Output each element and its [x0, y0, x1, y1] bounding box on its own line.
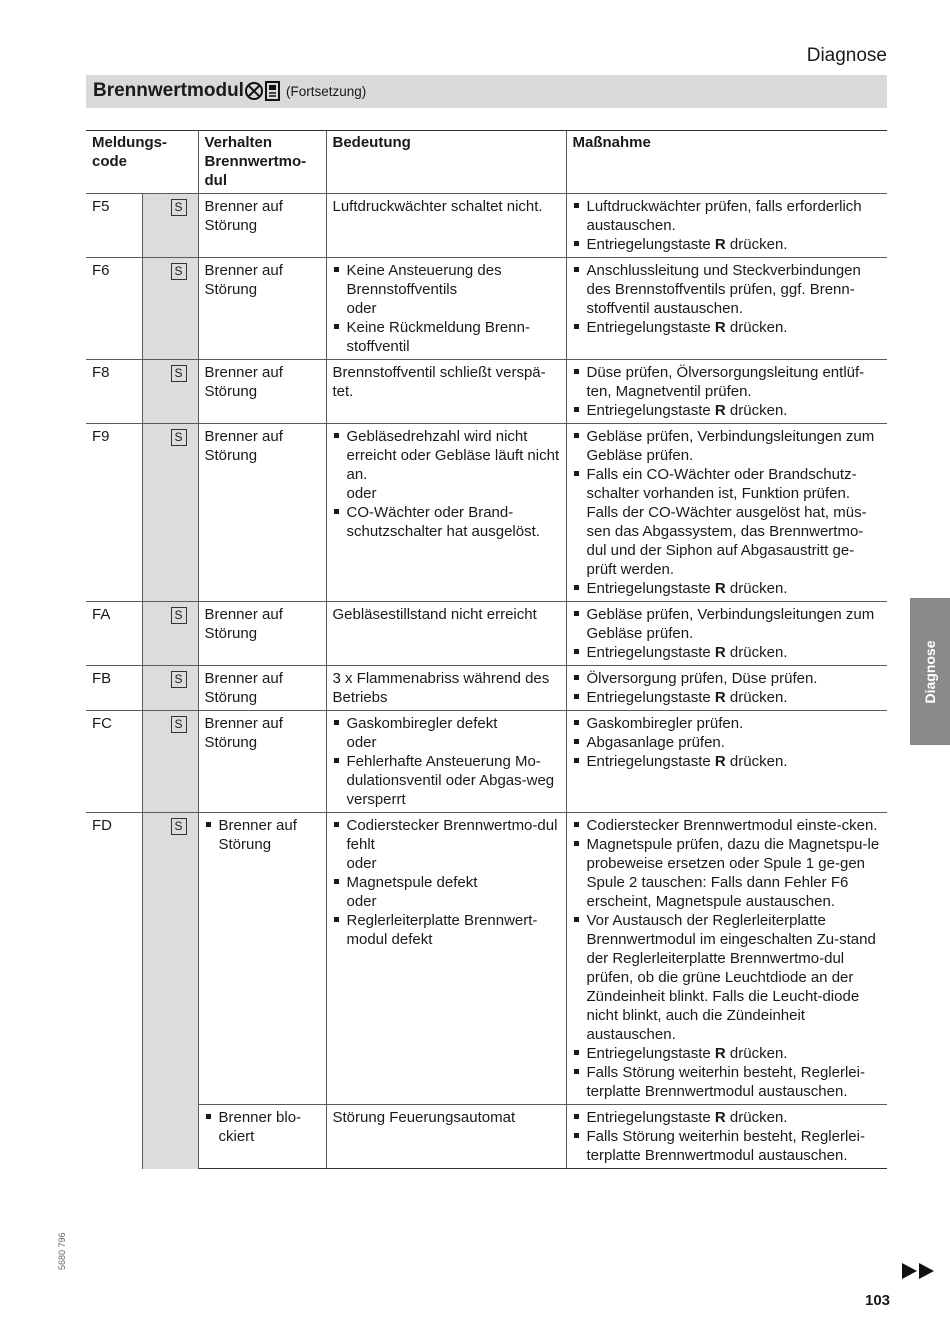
table-row — [86, 258, 887, 360]
error-code: FD — [86, 813, 142, 1169]
measure-item: Magnetspule prüfen, dazu die Magnetspu-le probeweise ersetzen oder Spule 1 ge-gen Spule 2 tauschen: Falls dann Fehler F6 erscheint, Magnetspule austauschen. — [573, 835, 884, 911]
column-header-code: Meldungs-code — [86, 131, 142, 194]
meaning-item: Keine Ansteuerung des Brennstoffventils — [333, 261, 562, 299]
table-row — [86, 1105, 887, 1169]
measure-item: Vor Austausch der Reglerleiterplatte Brennwertmodul im eingeschalten Zu-stand der Reglerleiterplatte Brennwertmo-dul prüfen, ob die grüne Leuchtdiode an der Zündeinheit blinkt. Falls die Leucht-diode nicht blinkt, auch die Zündeinheit austauschen. — [573, 911, 884, 1044]
behaviour-cell: Brenner auf Störung — [198, 360, 326, 424]
meaning-cell: Störung Feuerungsautomat — [326, 1105, 566, 1169]
behaviour-cell: Brenner auf Störung — [198, 194, 326, 258]
section-title: Diagnose — [806, 45, 887, 66]
meaning-cell — [326, 711, 566, 813]
meaning-item: Codierstecker Brennwertmo-dul fehlt — [333, 816, 562, 854]
measure-item: Abgasanlage prüfen. — [573, 733, 884, 752]
meaning-item: Keine Rückmeldung Brenn-stoffventil — [333, 318, 562, 356]
measure-cell — [566, 360, 887, 424]
measure-item: Entriegelungstaste R drücken. — [573, 579, 884, 598]
or-label: oder — [346, 485, 377, 502]
table-row — [86, 424, 887, 602]
behaviour-cell: Brenner auf Störung — [198, 711, 326, 813]
error-code: F5 — [86, 194, 142, 258]
behaviour-cell: Brenner auf Störung — [198, 258, 326, 360]
meaning-item: Gebläsedrehzahl wird nicht erreicht oder Gebläse läuft nicht an. — [333, 427, 562, 484]
measure-cell — [566, 194, 887, 258]
behaviour-cell: Brenner auf Störung — [198, 666, 326, 711]
measure-item: Entriegelungstaste R drücken. — [573, 1044, 884, 1063]
measure-cell — [566, 813, 887, 1105]
measure-cell — [566, 1105, 887, 1169]
measure-item: Gebläse prüfen, Verbindungsleitungen zum Gebläse prüfen. — [573, 605, 884, 643]
error-code: FC — [86, 711, 142, 813]
side-tab-diagnose — [910, 598, 950, 745]
table-row — [86, 360, 887, 424]
s-symbol-icon: S — [171, 429, 187, 446]
measure-item: Falls Störung weiterhin besteht, Reglerlei-terplatte Brennwertmodul austauschen. — [573, 1127, 884, 1165]
measure-item: Anschlussleitung und Steckverbindungen des Brennstoffventils prüfen, ggf. Brenn-stoffventil austauschen. — [573, 261, 884, 318]
table-row — [86, 194, 887, 258]
measure-cell — [566, 602, 887, 666]
measure-cell — [566, 258, 887, 360]
measure-item: Codierstecker Brennwertmodul einste-cken. — [573, 816, 884, 835]
meaning-cell: 3 x Flammenabriss während des Betriebs — [326, 666, 566, 711]
s-symbol-icon: S — [171, 716, 187, 733]
measure-item: Gaskombiregler prüfen. — [573, 714, 884, 733]
page-number: 103 — [865, 1292, 891, 1309]
meaning-item: CO-Wächter oder Brand-schutzschalter hat ausgelöst. — [333, 503, 562, 541]
meaning-cell: Luftdruckwächter schaltet nicht. — [326, 194, 566, 258]
error-code: F6 — [86, 258, 142, 360]
table-row — [86, 666, 887, 711]
measure-item: Ölversorgung prüfen, Düse prüfen. — [573, 669, 884, 688]
measure-cell — [566, 666, 887, 711]
page-title: Brennwertmodul — [93, 80, 244, 101]
meaning-cell — [326, 813, 566, 1105]
table-row — [86, 602, 887, 666]
table-row — [86, 813, 887, 1105]
measure-item: Entriegelungstaste R drücken. — [573, 235, 884, 254]
continue-arrows-icon — [902, 1263, 936, 1284]
measure-item: Luftdruckwächter prüfen, falls erforderlich austauschen. — [573, 197, 884, 235]
behaviour-cell: Brenner auf Störung — [198, 424, 326, 602]
column-header-massnahme: Maßnahme — [566, 131, 887, 194]
measure-item: Entriegelungstaste R drücken. — [573, 401, 884, 420]
meaning-item: Magnetspule defekt — [333, 873, 562, 892]
measure-item: Falls Störung weiterhin besteht, Reglerlei-terplatte Brennwertmodul austauschen. — [573, 1063, 884, 1101]
column-header-verhalten: Verhalten Brennwertmo-dul — [198, 131, 326, 194]
column-header-bedeutung: Bedeutung — [326, 131, 566, 194]
page-subtitle: (Fortsetzung) — [286, 84, 367, 99]
diagnosis-table — [86, 130, 887, 1169]
measure-cell — [566, 711, 887, 813]
s-symbol-icon: S — [171, 671, 187, 688]
table-header-row — [86, 131, 887, 194]
behaviour-item: Brenner blo-ckiert — [205, 1108, 322, 1146]
measure-cell — [566, 424, 887, 602]
meaning-item: Reglerleiterplatte Brennwert-modul defekt — [333, 911, 562, 949]
measure-item: Entriegelungstaste R drücken. — [573, 1108, 884, 1127]
s-symbol-icon: S — [171, 607, 187, 624]
or-label: oder — [346, 855, 377, 872]
meaning-item: Gaskombiregler defekt — [333, 714, 562, 733]
measure-item: Entriegelungstaste R drücken. — [573, 318, 884, 337]
measure-item: Entriegelungstaste R drücken. — [573, 688, 884, 707]
s-symbol-icon: S — [171, 818, 187, 835]
or-label: oder — [346, 893, 377, 910]
table-row — [86, 711, 887, 813]
measure-item: Entriegelungstaste R drücken. — [573, 643, 884, 662]
behaviour-item: Brenner auf Störung — [205, 816, 322, 854]
measure-item: Entriegelungstaste R drücken. — [573, 752, 884, 771]
behaviour-cell — [198, 813, 326, 1105]
s-symbol-icon: S — [171, 199, 187, 216]
behaviour-cell — [198, 1105, 326, 1169]
error-code: FA — [86, 602, 142, 666]
measure-item: Gebläse prüfen, Verbindungsleitungen zum Gebläse prüfen. — [573, 427, 884, 465]
error-code: F8 — [86, 360, 142, 424]
meaning-cell — [326, 424, 566, 602]
side-tab-label: Diagnose — [922, 639, 938, 704]
s-symbol-icon: S — [171, 365, 187, 382]
meaning-item: Fehlerhafte Ansteuerung Mo-dulationsventil oder Abgas-weg versperrt — [333, 752, 562, 809]
measure-item: Falls ein CO-Wächter oder Brandschutz-schalter vorhanden ist, Funktion prüfen. Falls der CO-Wächter ausgelöst hat, müs-sen das Abgassystem, das Brennwertmo-dul und der Siphon auf Abgasaustritt ge-prüft werden. — [573, 465, 884, 579]
meaning-cell — [326, 258, 566, 360]
document-number: 5680 796 — [57, 1232, 67, 1270]
module-symbols-icon — [245, 80, 281, 107]
meaning-cell: Brennstoffventil schließt verspä-tet. — [326, 360, 566, 424]
or-label: oder — [346, 734, 377, 751]
meaning-cell: Gebläsestillstand nicht erreicht — [326, 602, 566, 666]
error-code: F9 — [86, 424, 142, 602]
behaviour-cell: Brenner auf Störung — [198, 602, 326, 666]
error-code: FB — [86, 666, 142, 711]
s-symbol-icon: S — [171, 263, 187, 280]
or-label: oder — [346, 300, 377, 317]
measure-item: Düse prüfen, Ölversorgungsleitung entlüf-ten, Magnetventil prüfen. — [573, 363, 884, 401]
header-bar — [86, 75, 887, 108]
